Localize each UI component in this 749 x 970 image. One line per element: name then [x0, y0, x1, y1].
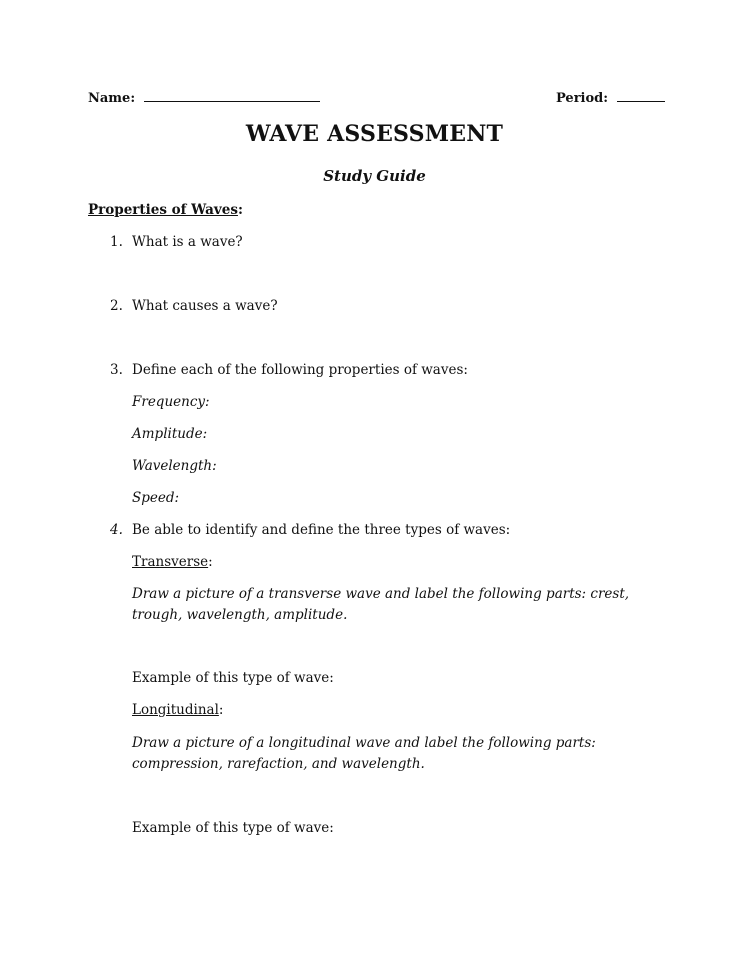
name-field	[88, 89, 320, 106]
question-number: 1.	[110, 234, 123, 250]
transverse-colon: :	[208, 554, 213, 570]
longitudinal-example: Example of this type of wave:	[132, 820, 334, 836]
question-number: 3.	[110, 362, 123, 378]
question-1	[110, 234, 243, 250]
question-text: What causes a wave?	[132, 298, 278, 314]
name-blank[interactable]	[144, 89, 320, 102]
property-wavelength: Wavelength:	[132, 458, 217, 474]
name-label: Name:	[88, 91, 136, 106]
longitudinal-heading	[132, 702, 223, 718]
question-2	[110, 298, 278, 314]
transverse-heading	[132, 554, 213, 570]
question-4	[110, 522, 510, 538]
question-text: Define each of the following properties of waves:	[132, 362, 468, 378]
longitudinal-label: Longitudinal	[132, 702, 219, 718]
longitudinal-instruction: Draw a picture of a longitudinal wave and label the following parts: compression, rarefaction, and wavelength.	[132, 735, 596, 772]
section-heading-text: Properties of Waves	[88, 202, 238, 218]
property-speed: Speed:	[132, 490, 180, 506]
transverse-example: Example of this type of wave:	[132, 670, 334, 686]
question-text: What is a wave?	[132, 234, 243, 250]
question-text: Be able to identify and define the three types of waves:	[132, 522, 511, 538]
period-field	[556, 89, 665, 106]
longitudinal-colon: :	[218, 702, 224, 718]
question-number: 2.	[110, 298, 123, 314]
period-blank[interactable]	[617, 89, 665, 102]
page-subtitle: Study Guide	[323, 167, 426, 185]
section-heading-colon: :	[237, 202, 243, 218]
page-title: WAVE ASSESSMENT	[245, 121, 504, 147]
transverse-label: Transverse	[132, 554, 209, 570]
period-label: Period:	[556, 91, 609, 106]
question-3	[110, 362, 468, 378]
transverse-instruction: Draw a picture of a transverse wave and label the following parts: crest, trough, wavelength, amplitude.	[132, 586, 630, 623]
section-heading	[88, 202, 243, 218]
property-amplitude: Amplitude:	[132, 426, 208, 442]
question-number: 4.	[110, 522, 123, 538]
property-frequency: Frequency:	[132, 394, 210, 410]
